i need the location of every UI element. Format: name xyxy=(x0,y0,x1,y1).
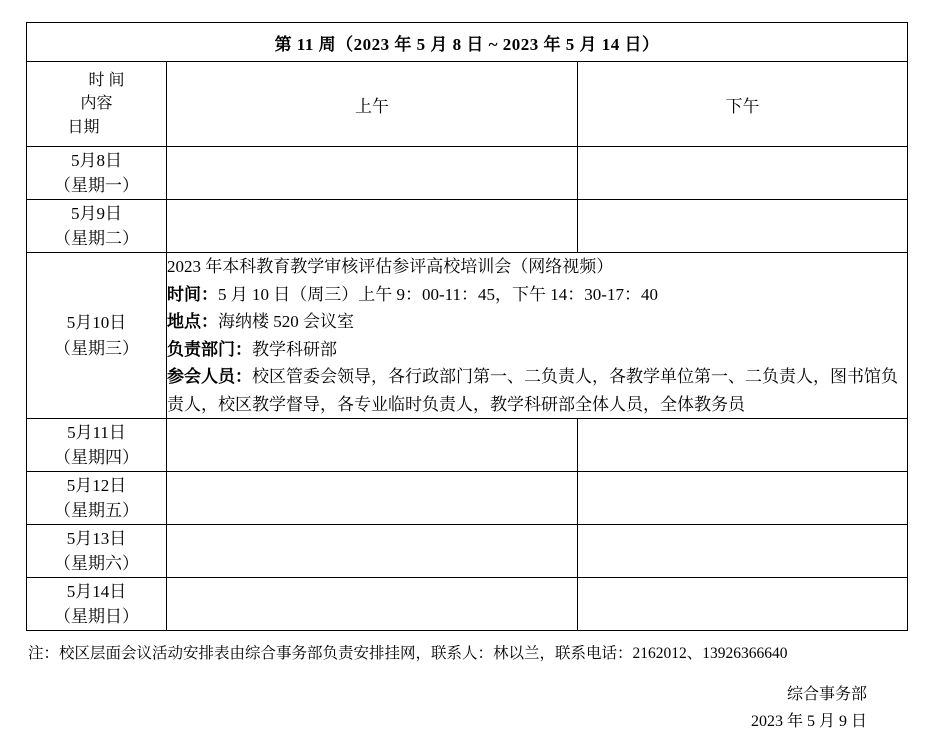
afternoon-cell xyxy=(578,472,908,525)
date-label: 5月12日 xyxy=(66,475,127,495)
afternoon-cell xyxy=(578,200,908,253)
event-cell xyxy=(167,253,908,419)
event-time-value: 5 月 10 日（周三）上午 9：00-11：45，下午 14：30-17：40 xyxy=(218,284,658,304)
footnote: 注：校区层面会议活动安排表由综合事务部负责安排挂网，联系人：林以兰，联系电话：2162012、13926366640 xyxy=(28,645,788,663)
event-place-line xyxy=(167,308,907,336)
weekday-label: （星期日） xyxy=(54,607,139,627)
corner-label-date: 日期 xyxy=(67,118,100,136)
event-title: 2023 年本科教育教学审核评估参评高校培训会（网络视频） xyxy=(167,257,614,276)
event-time-label: 时间： xyxy=(167,284,218,304)
date-cell xyxy=(27,253,167,419)
column-header-afternoon: 下午 xyxy=(578,62,908,147)
date-label: 5月10日 xyxy=(66,313,127,333)
corner-header-cell xyxy=(27,62,167,147)
table-row xyxy=(27,147,908,200)
date-cell xyxy=(27,525,167,578)
date-label: 5月9日 xyxy=(71,203,122,223)
table-row-event xyxy=(27,253,908,419)
event-place-label: 地点： xyxy=(167,312,218,332)
date-cell xyxy=(27,147,167,200)
morning-cell xyxy=(167,525,578,578)
date-cell xyxy=(27,472,167,525)
afternoon-cell xyxy=(578,525,908,578)
table-row xyxy=(27,200,908,253)
weekday-label: （星期五） xyxy=(54,501,139,521)
date-label: 5月11日 xyxy=(67,422,126,442)
signature-department: 综合事务部 xyxy=(786,686,867,704)
column-header-morning: 上午 xyxy=(167,62,578,147)
date-cell xyxy=(27,200,167,253)
table-row xyxy=(27,578,908,631)
event-place-value: 海纳楼 520 会议室 xyxy=(218,312,354,332)
table-row xyxy=(27,525,908,578)
event-dept-line xyxy=(167,336,907,364)
morning-cell xyxy=(167,200,578,253)
event-dept-value: 教学科研部 xyxy=(252,339,337,359)
corner-label-time: 时 间 xyxy=(88,72,125,90)
page-title: 第 11 周（2023 年 5 月 8 日 ~ 2023 年 5 月 14 日） xyxy=(27,23,908,62)
event-attendees-line xyxy=(167,363,907,418)
date-label: 5月8日 xyxy=(71,150,122,170)
morning-cell xyxy=(167,472,578,525)
morning-cell xyxy=(167,419,578,472)
header-row xyxy=(27,62,908,147)
weekday-label: （星期一） xyxy=(54,176,139,195)
weekday-label: （星期三） xyxy=(54,338,139,358)
date-label: 5月13日 xyxy=(66,528,127,548)
date-cell xyxy=(27,578,167,631)
weekly-schedule-table xyxy=(26,22,908,631)
afternoon-cell xyxy=(578,419,908,472)
morning-cell xyxy=(167,147,578,200)
morning-cell xyxy=(167,578,578,631)
date-label: 5月14日 xyxy=(66,581,127,601)
date-cell xyxy=(27,419,167,472)
afternoon-cell xyxy=(578,147,908,200)
event-attendees-label: 参会人员： xyxy=(167,367,252,387)
signature-date: 2023 年 5 月 9 日 xyxy=(750,713,867,731)
weekday-label: （星期二） xyxy=(54,229,139,248)
event-time-line xyxy=(167,281,907,309)
title-row xyxy=(27,23,908,62)
event-dept-label: 负责部门： xyxy=(167,339,252,359)
corner-label-content: 内容 xyxy=(80,95,113,113)
afternoon-cell xyxy=(578,578,908,631)
weekday-label: （星期六） xyxy=(54,554,139,574)
weekday-label: （星期四） xyxy=(54,448,139,468)
event-attendees-value: 校区管委会领导，各行政部门第一、二负责人，各教学单位第一、二负责人，图书馆负责人，校区教学督导，各专业临时负责人，教学科研部全体人员，全体教务员 xyxy=(167,367,898,414)
table-row xyxy=(27,472,908,525)
table-row xyxy=(27,419,908,472)
signature-block xyxy=(26,681,907,735)
